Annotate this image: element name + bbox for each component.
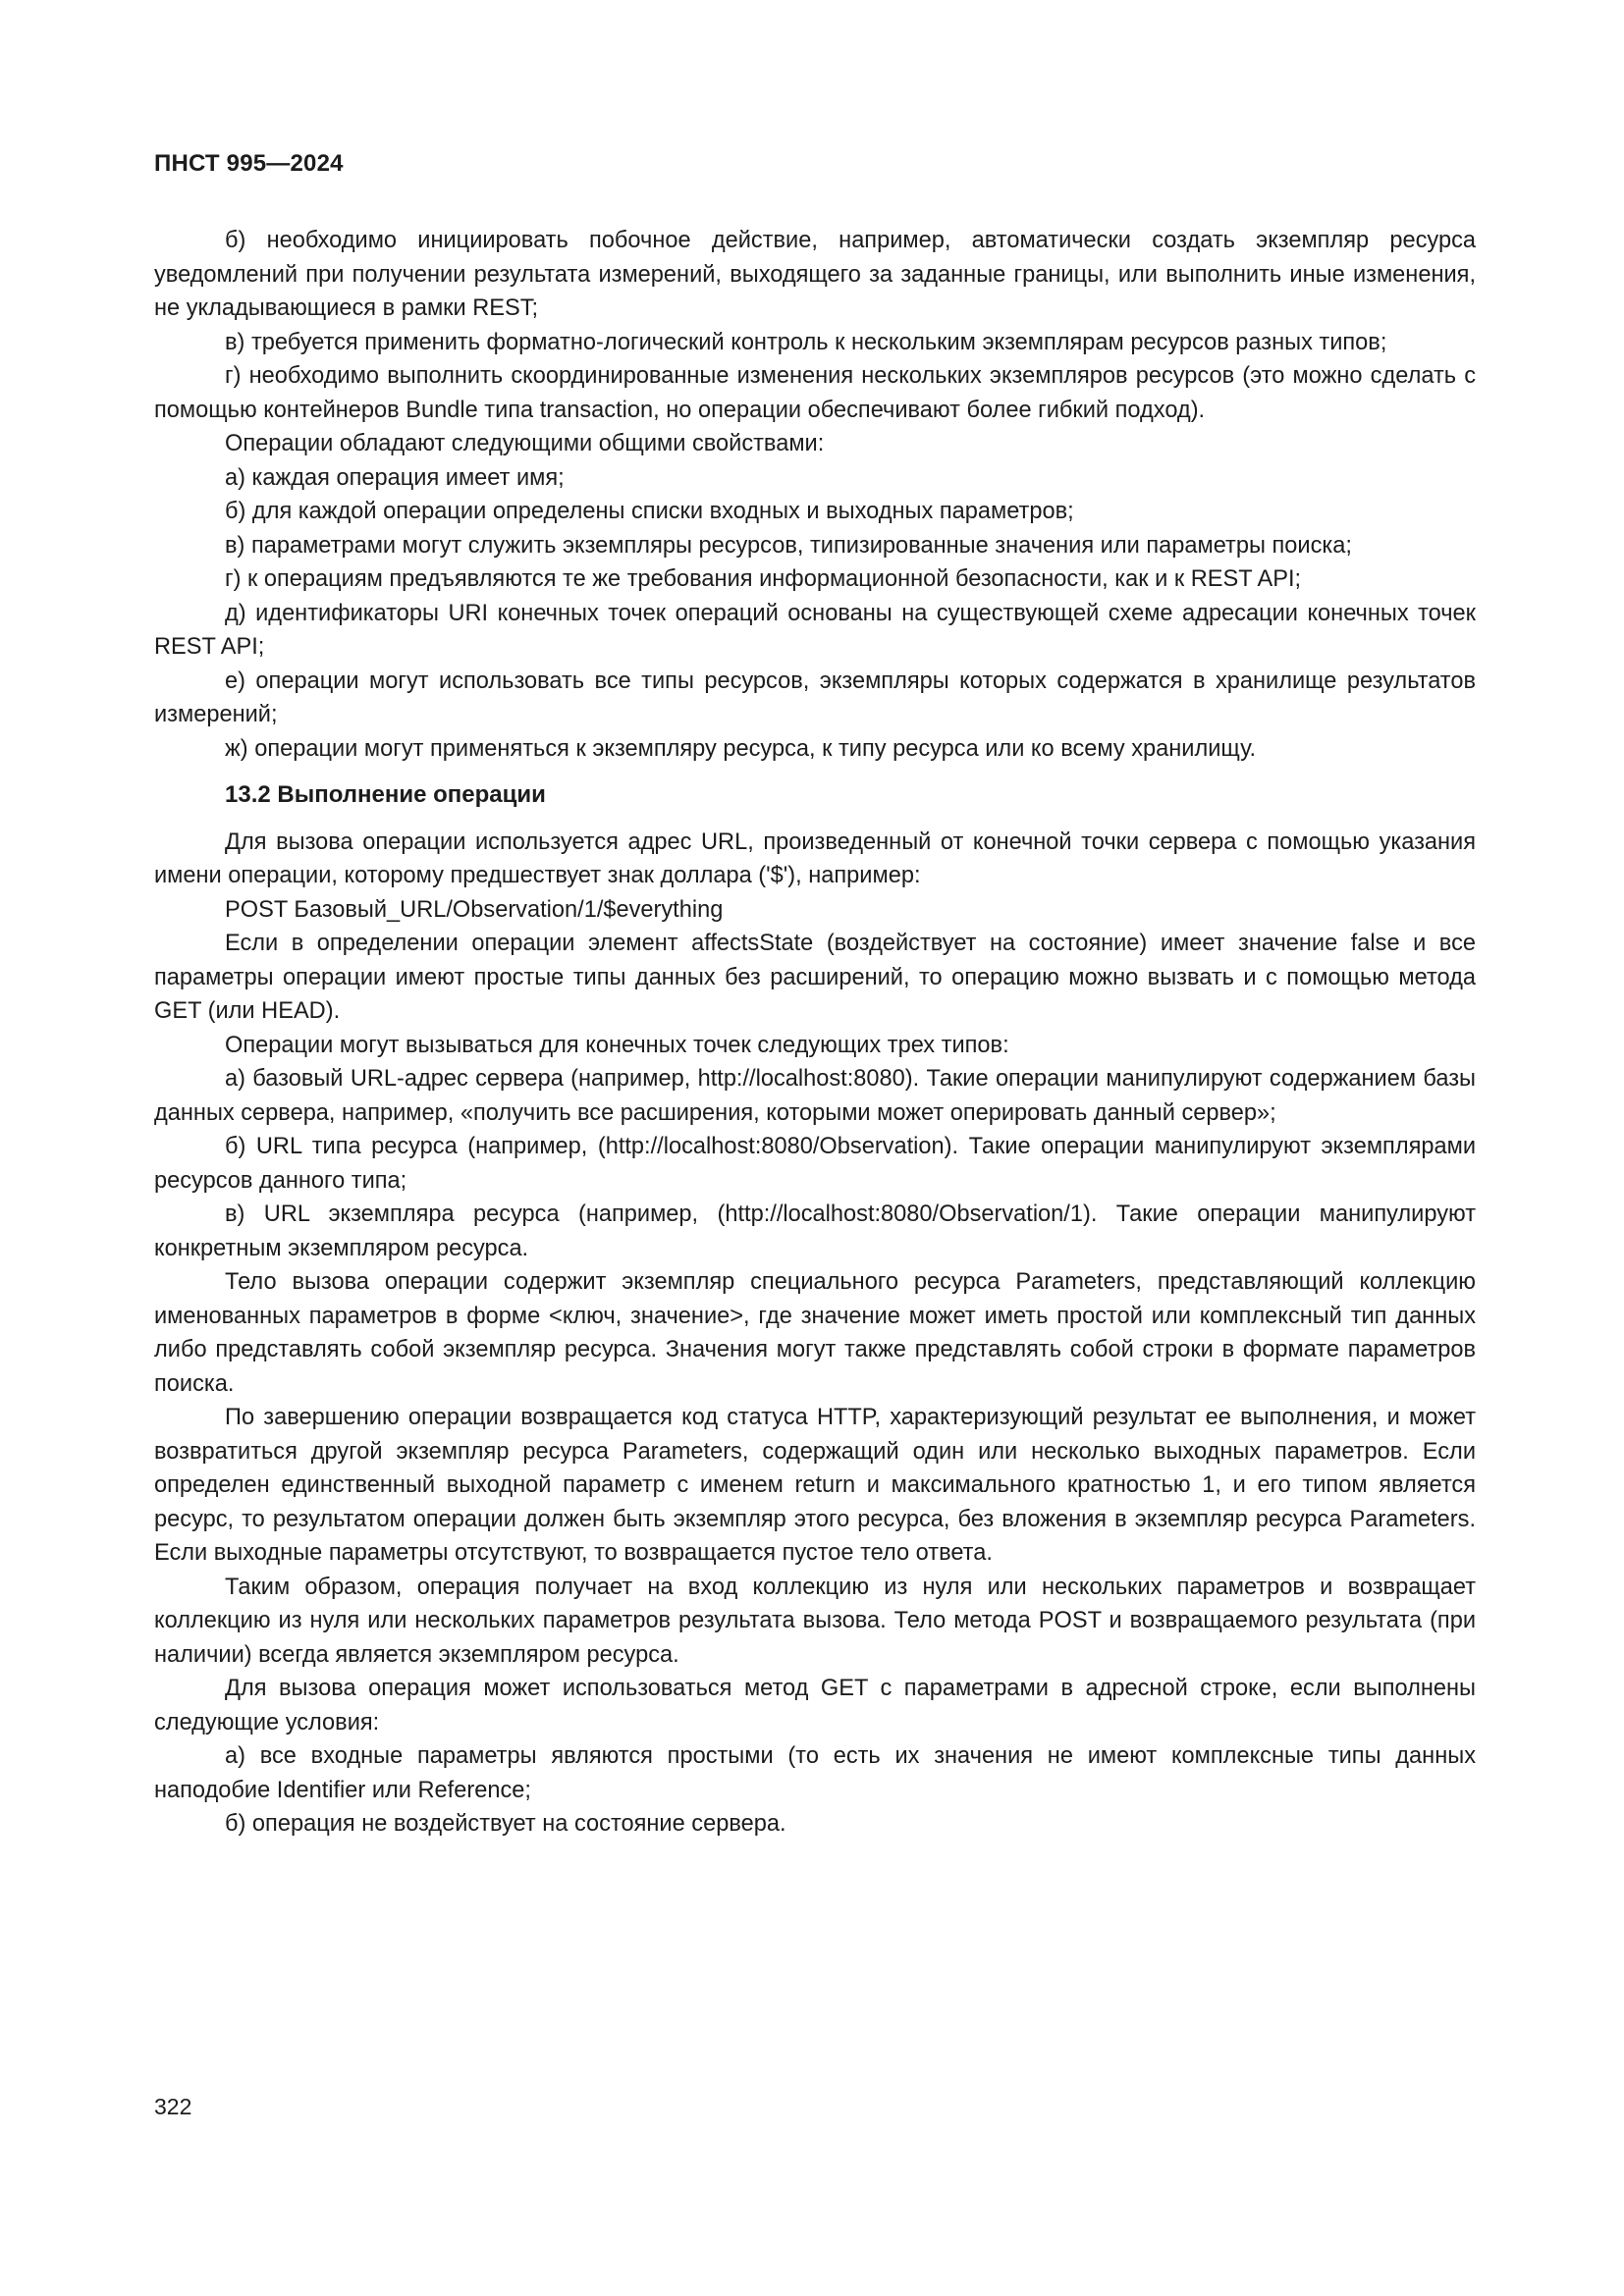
- paragraph: Таким образом, операция получает на вход коллекцию из нуля или нескольких параметров и возвращает коллекцию из нуля или нескольких параметров результата вызова. Тело метода POST и возвращаемого результата (при наличии) всегда является экземпляром ресурса.: [154, 1574, 1476, 1668]
- paragraph: в) требуется применить форматно-логический контроль к нескольким экземплярам ресурсов разных типов;: [225, 329, 1387, 355]
- code-example-line: POST Базовый_URL/Observation/1/$everything: [225, 896, 724, 923]
- paragraph: в) URL экземпляра ресурса (например, (http://localhost:8080/Observation/1). Такие операции манипулируют конкретным экземпляром ресурса.: [154, 1201, 1476, 1261]
- document-code-header: ПНСТ 995—2024: [154, 150, 344, 177]
- paragraph: ж) операции могут применяться к экземпляру ресурса, к типу ресурса или ко всему хранилищу.: [225, 735, 1257, 762]
- page-number: 322: [154, 2094, 192, 2119]
- paragraph: Для вызова операция может использоваться метод GET с параметрами в адресной строке, если выполнены следующие условия:: [154, 1676, 1476, 1735]
- paragraph: Операции обладают следующими общими свойствами:: [225, 431, 825, 456]
- paragraph: Если в определении операции элемент affectsState (воздействует на состояние) имеет значение false и все параметры операции имеют простые типы данных без расширений, то операцию можно вызвать и с помощью метода GET (или HEAD).: [154, 931, 1476, 1024]
- paragraph: Для вызова операции используется адрес URL, произведенный от конечной точки сервера с помощью указания имени операции, которому предшествует знак доллара ('$'), например:: [154, 828, 1476, 888]
- paragraph: а) каждая операция имеет имя;: [225, 464, 565, 491]
- paragraph: б) операция не воздействует на состояние сервера.: [225, 1811, 786, 1837]
- paragraph: Операции могут вызываться для конечных точек следующих трех типов:: [225, 1032, 1009, 1058]
- paragraph: Тело вызова операции содержит экземпляр специального ресурса Parameters, представляющий коллекцию именованных параметров в форме <ключ, значение>, где значение может иметь простой или комплексный тип данных либо представлять собой экземпляр ресурса. Значения могут также представлять собой строки в формате параметров поиска.: [154, 1269, 1476, 1397]
- paragraph: а) базовый URL-адрес сервера (например, http://localhost:8080). Такие операции манипулируют содержанием базы данных сервера, например, «получить все расширения, которыми может оперировать данный сервер»;: [154, 1066, 1476, 1126]
- paragraph: По завершению операции возвращается код статуса HTTP, характеризующий результат ее выполнения, и может возвратиться другой экземпляр ресурса Parameters, содержащий один или несколько выходных параметров. Если определен единственный выходной параметр с именем return и максимального кратностью 1, и его типом является ресурс, то результатом операции должен быть экземпляр этого ресурса, без вложения в экземпляр ресурса Parameters. Если выходные параметры отсутствуют, то возвращается пустое тело ответа.: [154, 1405, 1476, 1566]
- paragraph: а) все входные параметры являются простыми (то есть их значения не имеют комплексные типы данных наподобие Identifier или Reference;: [154, 1743, 1476, 1803]
- paragraph: д) идентификаторы URI конечных точек операций основаны на существующей схеме адресации конечных точек REST API;: [154, 600, 1476, 660]
- paragraph: г) к операциям предъявляются те же требования информационной безопасности, как и к REST API;: [225, 566, 1302, 592]
- section-heading: 13.2 Выполнение операции: [225, 781, 546, 808]
- paragraph: б) для каждой операции определены списки входных и выходных параметров;: [225, 499, 1074, 524]
- paragraph: б) URL типа ресурса (например, (http://localhost:8080/Observation). Такие операции манипулируют экземплярами ресурсов данного типа;: [154, 1134, 1476, 1194]
- paragraph: е) операции могут использовать все типы ресурсов, экземпляры которых содержатся в хранилище результатов измерений;: [154, 667, 1476, 727]
- paragraph: г) необходимо выполнить скоординированные изменения нескольких экземпляров ресурсов (это можно сделать с помощью контейнеров Bundle типа transaction, но операции обеспечивают более гибкий подход).: [154, 363, 1476, 423]
- document-body: [154, 224, 1476, 1842]
- paragraph: в) параметрами могут служить экземпляры ресурсов, типизированные значения или параметры поиска;: [225, 532, 1352, 559]
- paragraph: б) необходимо инициировать побочное действие, например, автоматически создать экземпляр ресурса уведомлений при получении результата измерений, выходящего за заданные границы, или выполнить иные изменения, не укладывающиеся в рамки REST;: [154, 228, 1476, 321]
